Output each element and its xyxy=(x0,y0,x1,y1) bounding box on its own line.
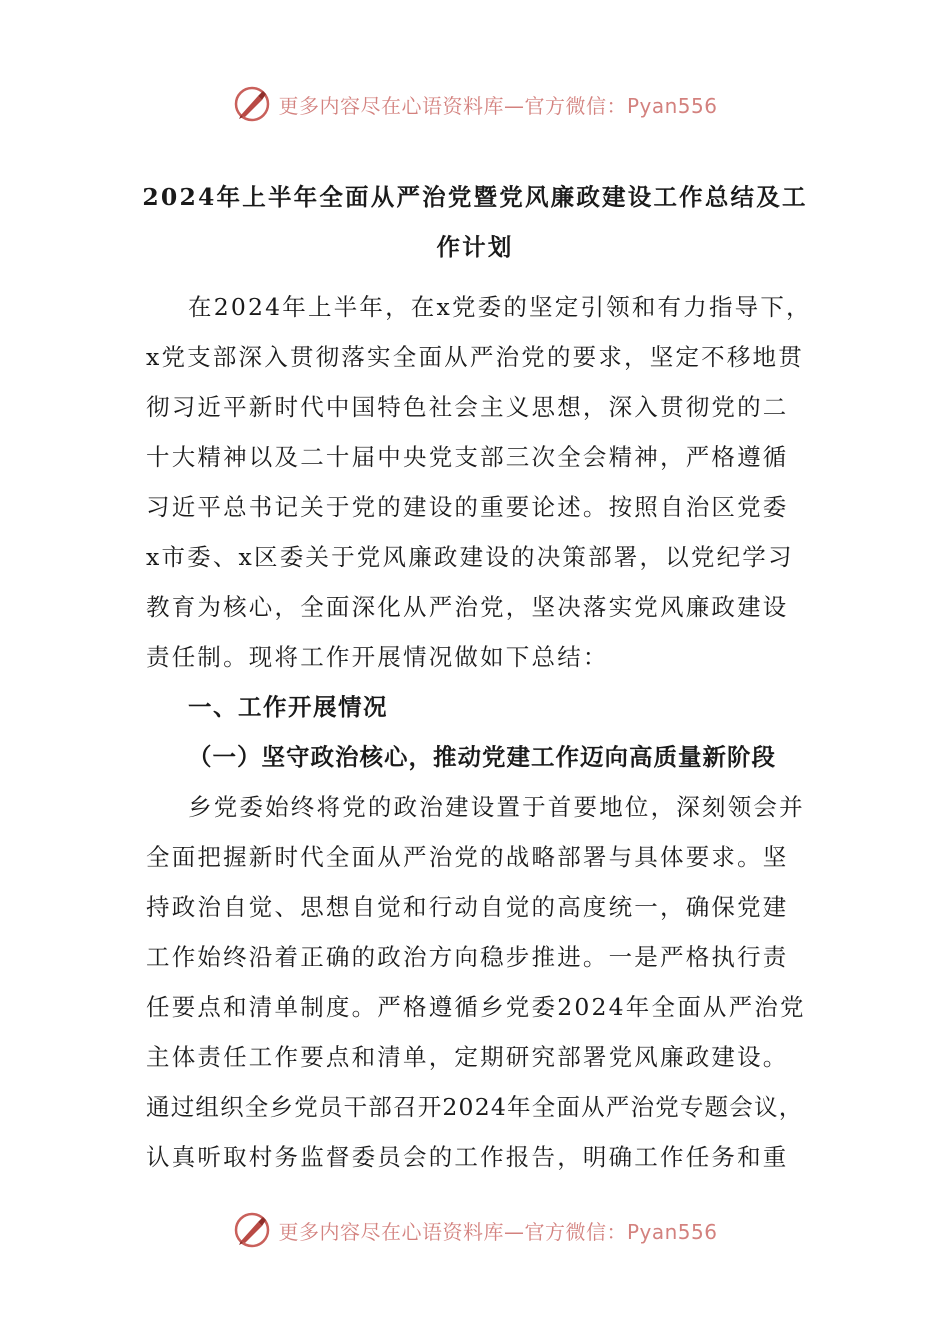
body-line: x党支部深入贯彻落实全面从严治党的要求，坚定不移地贯 xyxy=(146,343,804,371)
body-line: 彻习近平新时代中国特色社会主义思想，深入贯彻党的二 xyxy=(146,393,789,421)
body-line: 通过组织全乡党员干部召开2024年全面从严治党专题会议， xyxy=(146,1093,804,1121)
body-line: 十大精神以及二十届中央党支部三次全会精神，严格遵循 xyxy=(146,443,789,471)
pen-nib-logo-icon xyxy=(232,1210,272,1250)
body-line: 责任制。现将工作开展情况做如下总结： xyxy=(146,643,609,671)
title-line-1: 2024年上半年全面从严治党暨党风廉政建设工作总结及工 xyxy=(142,183,808,211)
body-line: 习近平总书记关于党的建设的重要论述。按照自治区党委 xyxy=(146,493,789,521)
body-line: 乡党委始终将党的政治建设置于首要地位，深刻领会并 xyxy=(188,793,805,821)
body-line: 认真听取村务监督委员会的工作报告，明确工作任务和重 xyxy=(146,1143,789,1171)
title-line-2: 作计划 xyxy=(436,233,514,261)
watermark-text: 更多内容尽在心语资料库—官方微信：Pyan556 xyxy=(278,1219,718,1244)
body-line: x市委、x区委关于党风廉政建设的决策部署，以党纪学习 xyxy=(146,543,794,571)
section-heading: 一、工作开展情况 xyxy=(188,693,388,721)
header-watermark xyxy=(0,82,950,126)
body-line: 任要点和清单制度。严格遵循乡党委2024年全面从严治党 xyxy=(146,993,806,1021)
document-title xyxy=(140,172,810,272)
body-line: 主体责任工作要点和清单，定期研究部署党风廉政建设。 xyxy=(146,1043,789,1071)
subsection-heading: （一）坚守政治核心，推动党建工作迈向高质量新阶段 xyxy=(188,743,776,771)
watermark-text: 更多内容尽在心语资料库—官方微信：Pyan556 xyxy=(278,93,718,118)
document-body xyxy=(146,282,826,1182)
body-line: 全面把握新时代全面从严治党的战略部署与具体要求。坚 xyxy=(146,843,789,871)
body-line: 在2024年上半年，在x党委的坚定引领和有力指导下， xyxy=(188,293,812,321)
footer-watermark xyxy=(0,1208,950,1252)
pen-nib-logo-icon xyxy=(232,84,272,124)
body-line: 工作始终沿着正确的政治方向稳步推进。一是严格执行责 xyxy=(146,943,789,971)
body-line: 持政治自觉、思想自觉和行动自觉的高度统一，确保党建 xyxy=(146,893,789,921)
body-line: 教育为核心，全面深化从严治党，坚决落实党风廉政建设 xyxy=(146,593,789,621)
